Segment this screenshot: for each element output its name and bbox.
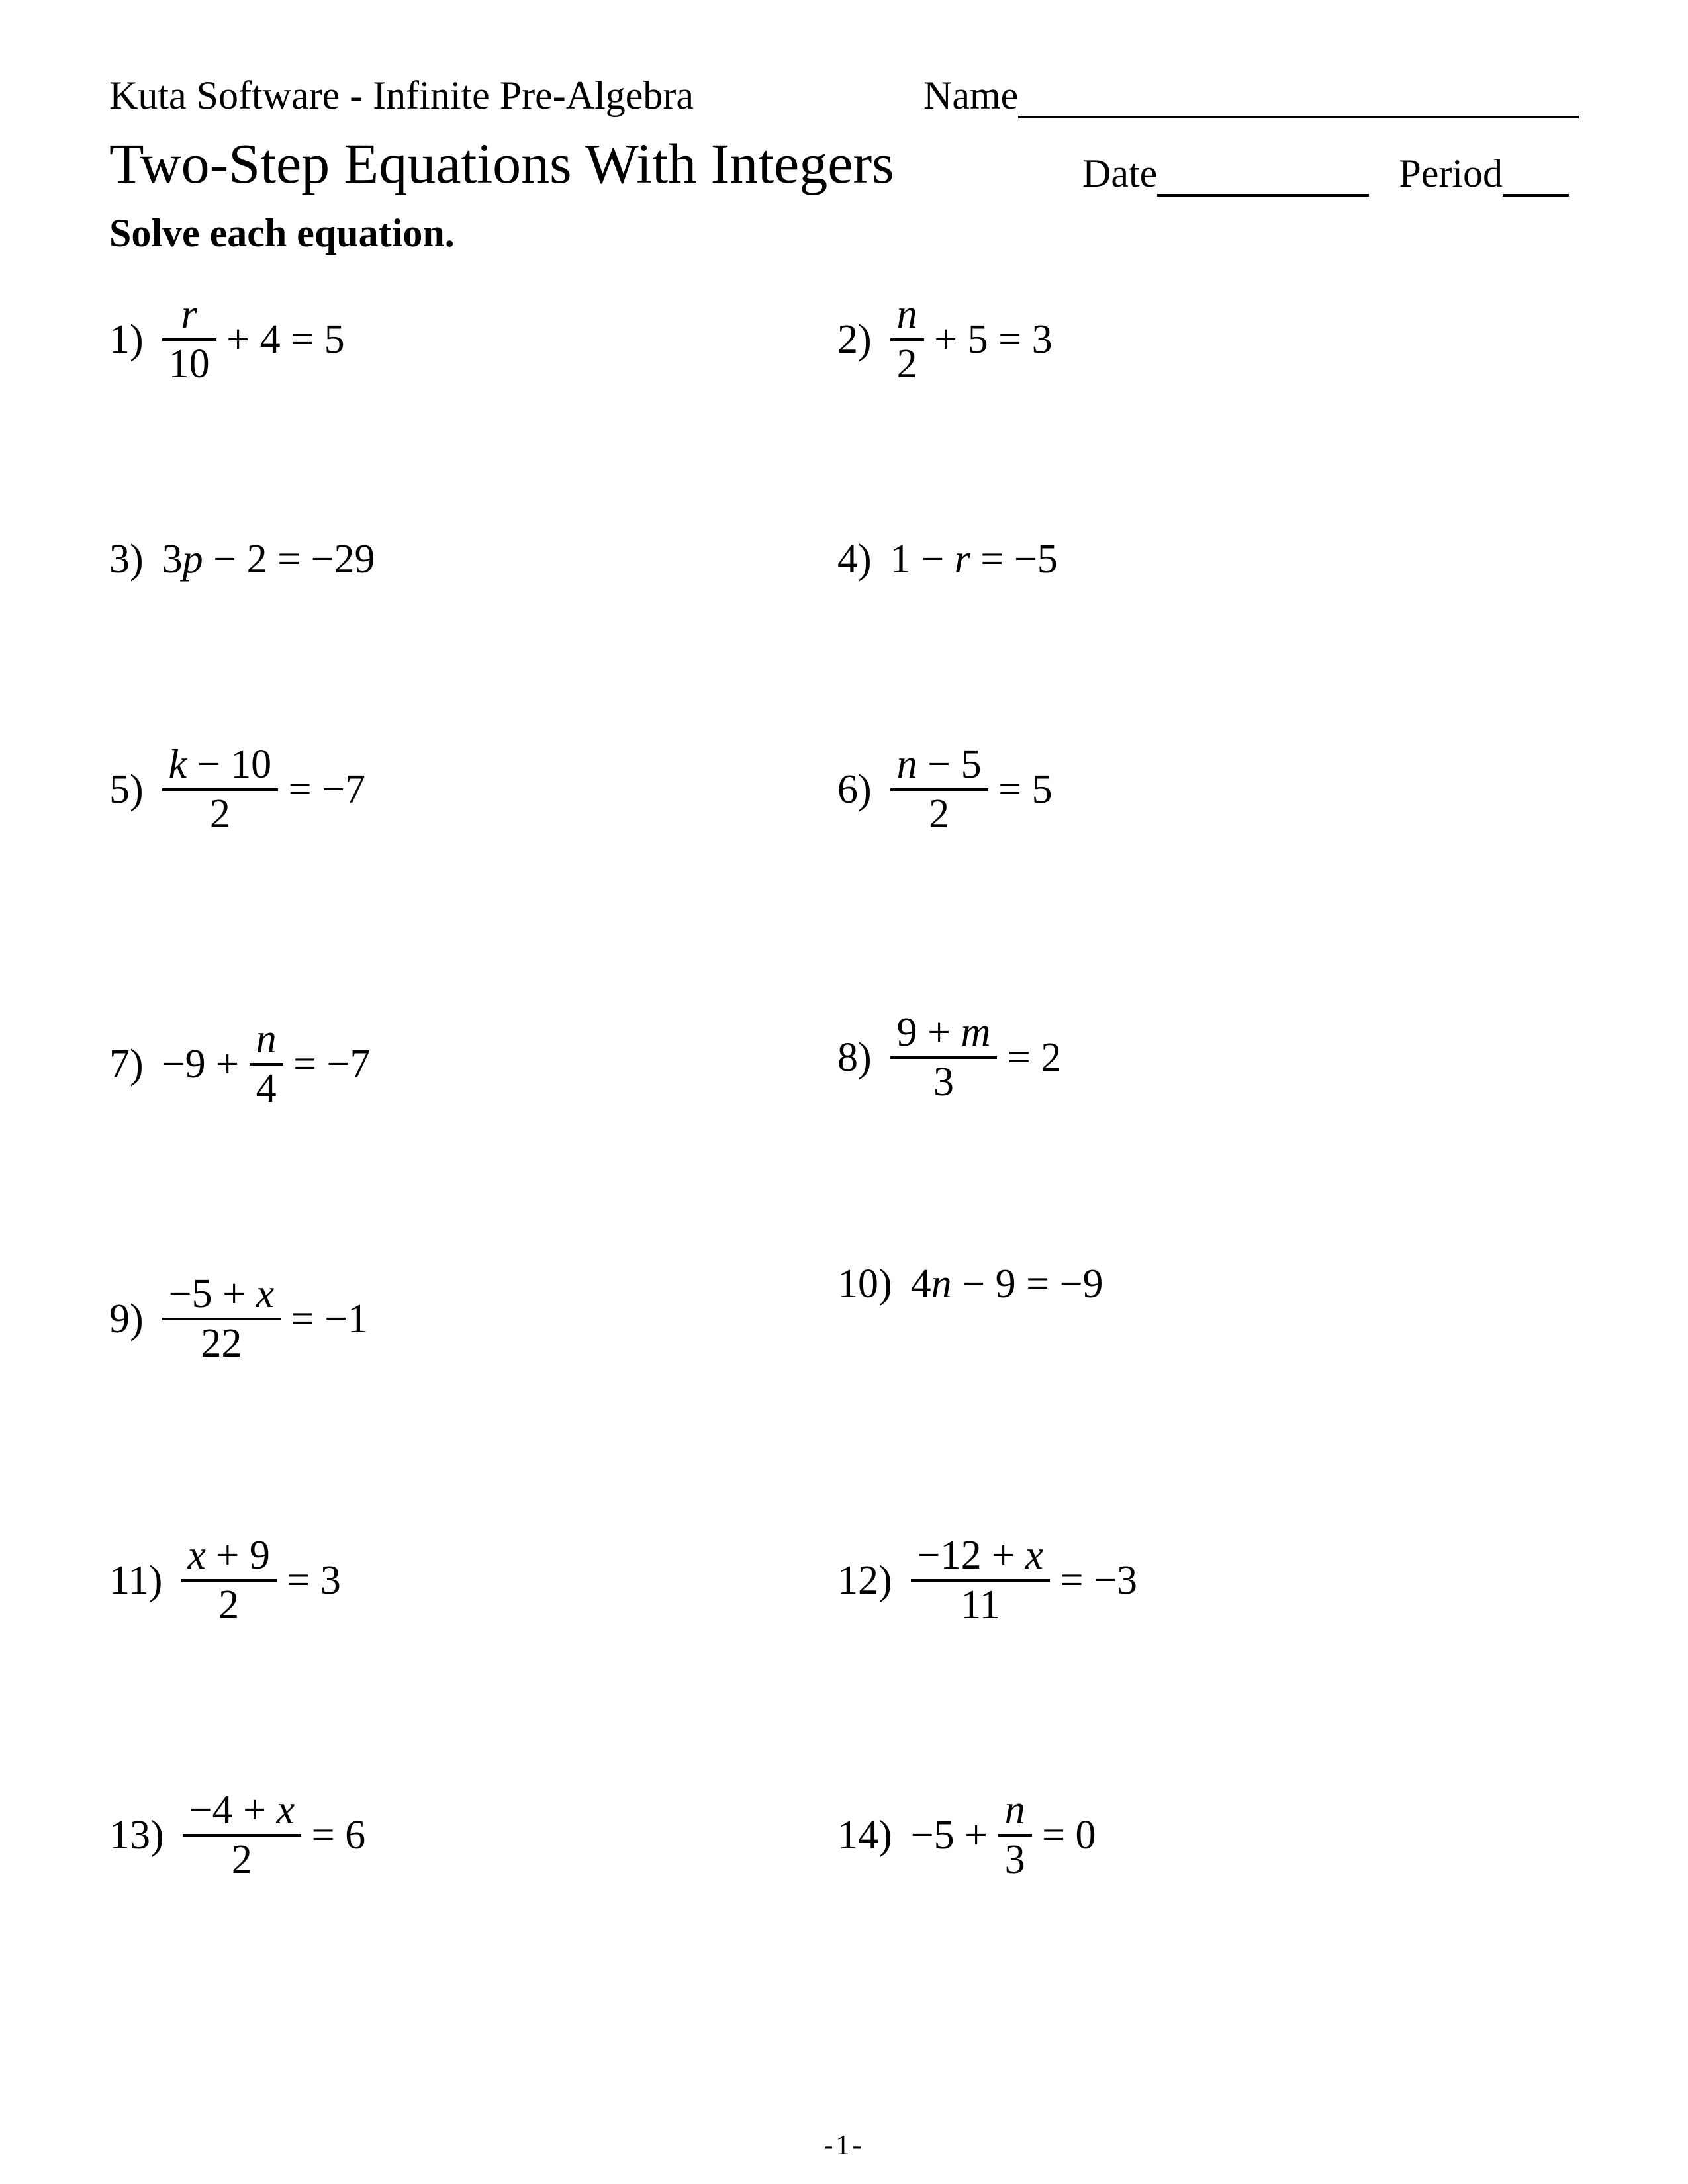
equation-variable: x bbox=[276, 1788, 295, 1833]
equation-text: 22 bbox=[201, 1321, 242, 1367]
period-blank-line bbox=[1503, 151, 1569, 197]
equation-text: − 2 = −29 bbox=[203, 537, 375, 582]
problem-10 bbox=[837, 1261, 1103, 1308]
equation-variable: n bbox=[1004, 1788, 1025, 1833]
fraction bbox=[181, 1532, 277, 1629]
problem-number: 12) bbox=[837, 1557, 892, 1603]
fraction bbox=[890, 1009, 998, 1107]
equation-variable: n bbox=[896, 742, 917, 787]
equation-text: 4 bbox=[910, 1261, 931, 1306]
equation-text: − 5 bbox=[917, 742, 982, 787]
date-period-row bbox=[1082, 151, 1569, 197]
problem-number: 6) bbox=[837, 766, 872, 812]
equation-text: − 10 bbox=[187, 742, 272, 787]
equation-text: 2 bbox=[896, 341, 917, 387]
problem-number: 8) bbox=[837, 1034, 872, 1080]
problem-8 bbox=[837, 1009, 1061, 1107]
fraction-denominator bbox=[203, 791, 237, 838]
equation-variable: n bbox=[896, 292, 917, 337]
equation-text: + 4 = 5 bbox=[216, 316, 345, 362]
equation-text: = 3 bbox=[276, 1557, 341, 1603]
equation-text: 9 + bbox=[896, 1010, 961, 1055]
problem-number: 4) bbox=[837, 537, 872, 582]
equation-text: 11 bbox=[961, 1582, 1000, 1628]
name-label: Name bbox=[923, 73, 1019, 117]
problem-7 bbox=[109, 1016, 371, 1113]
fraction-numerator bbox=[998, 1787, 1032, 1834]
fraction-denominator bbox=[927, 1059, 961, 1106]
fraction-numerator bbox=[911, 1532, 1050, 1579]
equation-text: + 5 = 3 bbox=[923, 316, 1053, 362]
equation-text: = −7 bbox=[278, 766, 366, 812]
fraction-numerator bbox=[183, 1787, 301, 1834]
equation-text: = −5 bbox=[970, 537, 1058, 582]
problem-number: 3) bbox=[109, 537, 144, 582]
problem-number: 13) bbox=[109, 1812, 164, 1858]
equation-text: = 0 bbox=[1031, 1812, 1096, 1858]
period-label: Period bbox=[1399, 152, 1503, 195]
equation-text: 2 bbox=[231, 1837, 252, 1883]
equation bbox=[911, 1787, 1096, 1884]
equation-text: = 6 bbox=[301, 1812, 366, 1858]
equation-text: = −3 bbox=[1050, 1557, 1138, 1603]
fraction-denominator bbox=[162, 341, 216, 388]
fraction-numerator bbox=[890, 291, 924, 338]
equation-text: 3 bbox=[162, 537, 183, 582]
fraction bbox=[162, 291, 216, 388]
problem-4 bbox=[837, 536, 1058, 583]
problem-number: 10) bbox=[837, 1261, 892, 1306]
fraction-numerator bbox=[890, 741, 988, 788]
fraction-denominator bbox=[250, 1066, 283, 1113]
fraction-numerator bbox=[890, 1009, 998, 1056]
problem-number: 7) bbox=[109, 1041, 144, 1087]
equation bbox=[890, 1009, 1062, 1107]
problem-12 bbox=[837, 1532, 1137, 1629]
equation-variable: r bbox=[181, 292, 197, 337]
fraction-numerator bbox=[175, 291, 204, 338]
equation-text: 2 bbox=[209, 792, 230, 837]
equation bbox=[890, 536, 1058, 583]
equation bbox=[911, 1261, 1103, 1308]
equation-variable: x bbox=[256, 1271, 275, 1316]
equation-text: 2 bbox=[929, 792, 950, 837]
equation-text: + 9 bbox=[205, 1533, 270, 1578]
problem-14 bbox=[837, 1787, 1096, 1884]
equation-text: − 9 = −9 bbox=[951, 1261, 1103, 1306]
publisher-header: Kuta Software - Infinite Pre-Algebra bbox=[109, 73, 694, 117]
equation bbox=[162, 1271, 368, 1368]
equation bbox=[162, 1016, 371, 1113]
fraction-denominator bbox=[954, 1582, 1007, 1629]
problem-number: 11) bbox=[109, 1557, 163, 1603]
fraction bbox=[162, 741, 279, 839]
equation-text: 2 bbox=[218, 1582, 240, 1628]
fraction-denominator bbox=[212, 1582, 246, 1629]
equation-variable: m bbox=[961, 1010, 991, 1055]
problem-2 bbox=[837, 291, 1053, 388]
page-title: Two-Step Equations With Integers bbox=[109, 132, 894, 195]
problem-3 bbox=[109, 536, 375, 583]
equation-variable: k bbox=[168, 742, 187, 787]
instructions: Solve each equation. bbox=[109, 211, 455, 255]
equation-text: 10 bbox=[168, 341, 210, 387]
equation-text: 3 bbox=[933, 1060, 955, 1105]
equation bbox=[162, 291, 345, 388]
problem-number: 9) bbox=[109, 1296, 144, 1342]
equation-variable: x bbox=[1025, 1533, 1044, 1578]
equation-text: = −1 bbox=[281, 1296, 369, 1342]
page-number: -1- bbox=[823, 2130, 865, 2161]
problem-number: 14) bbox=[837, 1812, 892, 1858]
problem-number: 1) bbox=[109, 316, 144, 362]
equation-variable: r bbox=[954, 537, 970, 582]
fraction bbox=[162, 1271, 281, 1368]
fraction-numerator bbox=[162, 1271, 281, 1318]
fraction-denominator bbox=[998, 1837, 1032, 1884]
fraction-denominator bbox=[225, 1837, 259, 1884]
fraction bbox=[183, 1787, 301, 1884]
equation bbox=[890, 291, 1053, 388]
date-label: Date bbox=[1082, 152, 1158, 195]
equation bbox=[162, 536, 375, 583]
equation bbox=[162, 741, 365, 839]
equation-text: 3 bbox=[1004, 1837, 1025, 1883]
equation bbox=[181, 1532, 340, 1629]
equation-variable: n bbox=[256, 1017, 277, 1062]
fraction bbox=[998, 1787, 1032, 1884]
equation bbox=[911, 1532, 1137, 1629]
equation bbox=[183, 1787, 365, 1884]
fraction-numerator bbox=[162, 741, 279, 788]
equation-text: −9 + bbox=[162, 1041, 250, 1087]
equation bbox=[890, 741, 1053, 839]
name-blank-line bbox=[1018, 73, 1579, 118]
equation-variable: x bbox=[187, 1533, 206, 1578]
problem-number: 2) bbox=[837, 316, 872, 362]
fraction bbox=[890, 291, 924, 388]
name-field-row bbox=[923, 73, 1579, 118]
equation-variable: n bbox=[931, 1261, 952, 1306]
equation-text: = −7 bbox=[283, 1041, 371, 1087]
problem-13 bbox=[109, 1787, 365, 1884]
fraction-denominator bbox=[890, 341, 924, 388]
equation-text: = 2 bbox=[997, 1034, 1062, 1080]
equation-text: −5 + bbox=[168, 1271, 256, 1316]
fraction-numerator bbox=[250, 1016, 283, 1063]
problem-number: 5) bbox=[109, 766, 144, 812]
problem-1 bbox=[109, 291, 345, 388]
fraction bbox=[890, 741, 988, 839]
fraction bbox=[250, 1016, 283, 1113]
equation-variable: p bbox=[182, 537, 203, 582]
fraction-denominator bbox=[922, 791, 956, 838]
equation-text: 4 bbox=[256, 1066, 277, 1112]
problem-9 bbox=[109, 1271, 368, 1368]
fraction-numerator bbox=[181, 1532, 277, 1579]
fraction-denominator bbox=[194, 1320, 248, 1367]
problem-6 bbox=[837, 741, 1053, 839]
problem-5 bbox=[109, 741, 365, 839]
problem-11 bbox=[109, 1532, 341, 1629]
date-blank-line bbox=[1157, 151, 1369, 197]
equation-text: −12 + bbox=[917, 1533, 1025, 1578]
fraction bbox=[911, 1532, 1050, 1629]
equation-text: = 5 bbox=[988, 766, 1053, 812]
equation-text: −5 + bbox=[910, 1812, 998, 1858]
equation-text: −4 + bbox=[189, 1788, 277, 1833]
equation-text: 1 − bbox=[890, 537, 955, 582]
